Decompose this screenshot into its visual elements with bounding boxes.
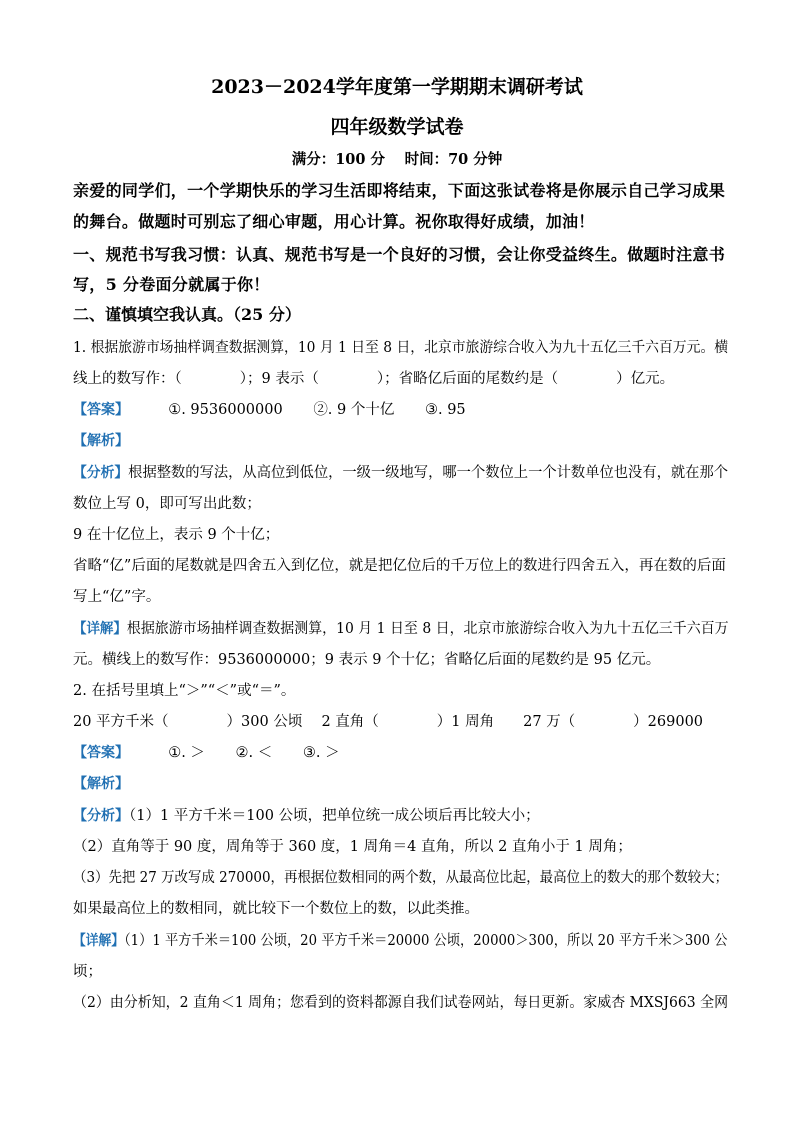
page-subtitle: 四年级数学试卷 [330, 116, 464, 138]
answer-tag: 【答案】 [73, 402, 129, 418]
intro-line-1: 亲爱的同学们，一个学期快乐的学习生活即将结束，下面这张试卷将是你展示自己学习成果 [73, 181, 726, 200]
q2-detail-1 [73, 931, 728, 951]
q1-fenxi-4: 省略“亿”后面的尾数就是四舍五入到亿位，就是把亿位后的千万位上的数进行四舍五入，再在数的后面 [73, 558, 726, 574]
q2-detail-text-1: （1）1 平方千米＝100 公顷，20 平方千米＝20000 公顷，20000＞300，所以 20 平方千米＞300 公 [124, 933, 728, 949]
detail-tag: 【详解】 [73, 621, 127, 637]
q1-analysis-row [73, 431, 728, 451]
intro-line-2: 的舞台。做题时可别忘了细心审题，用心计算。祝你取得好成绩，加油！ [73, 212, 595, 231]
q1-detail-2: 元。横线上的数写作：9536000000；9 表示 9 个十亿；省略亿后面的尾数约是 95 亿元。 [73, 652, 661, 668]
page-title: 2023－2024学年度第一学期期末调研考试 [211, 76, 583, 98]
fenxi-tag: 【分析】 [73, 808, 129, 824]
section1-line-1: 一、规范书写我习惯：认真、规范书写是一个良好的习惯，会让你受益终生。做题时注意书 [73, 245, 726, 264]
q1-detail-text-1: 根据旅游市场抽样调查数据测算，10 月 1 日至 8 日，北京市旅游综合收入为九十五亿三千六百万 [126, 621, 729, 637]
q2-answer-2: ②. ＜ [235, 745, 273, 761]
exam-meta: 满分：100 分 时间：70 分钟 [291, 151, 503, 168]
q1-fenxi-5: 写上“亿”字。 [73, 589, 161, 605]
q1-text-2: 线上的数写作：（ ）；9 表示（ ）；省略亿后面的尾数约是（ ）亿元。 [73, 371, 675, 387]
q2-fenxi-3: （3）先把 27 万改写成 270000，再根据位数相同的两个数，从最高位比起，最高位上的数大的那个数较大； [73, 870, 729, 886]
q1-answer-row [73, 400, 728, 420]
q1-fenxi-text-1: 根据整数的写法，从高位到低位，一级一级地写，哪一个数位上一个计数单位也没有，就在那个 [128, 465, 729, 481]
q2-detail-2: 顷； [73, 964, 102, 980]
q1-answer-2: ②. 9 个十亿 [313, 402, 395, 418]
q2-answer-row [73, 743, 728, 763]
answer-tag: 【答案】 [73, 745, 129, 761]
q1-fenxi-2: 数位上写 0，即可写出此数； [73, 496, 261, 512]
analysis-tag: 【解析】 [73, 776, 129, 792]
q2-answer-3: ③. ＞ [302, 745, 340, 761]
q2-analysis-row [73, 774, 728, 794]
q1-answer-1: ①. 9536000000 [168, 402, 283, 418]
section2-heading: 二、谨慎填空我认真。（25 分） [73, 305, 301, 324]
q2-fenxi-text-1: （1）1 平方千米＝100 公顷，把单位统一成公顷后再比较大小； [129, 808, 540, 824]
q2-fenxi-2: （2）直角等于 90 度，周角等于 360 度，1 周角＝4 直角，所以 2 直角小于 1 周角； [73, 839, 632, 855]
q1-fenxi-3: 9 在十亿位上，表示 9 个十亿； [73, 527, 280, 543]
q1-detail-1 [73, 619, 729, 639]
q2-answer-1: ①. ＞ [168, 745, 205, 761]
q1-answer-3: ③. 95 [424, 402, 466, 418]
analysis-tag: 【解析】 [73, 433, 129, 449]
q2-text-1: 2. 在括号里填上“＞”“＜”或“＝”。 [73, 683, 296, 699]
q2-fenxi-1 [73, 806, 728, 826]
q1-fenxi-1 [73, 463, 729, 483]
q2-detail-3: （2）由分析知，2 直角＜1 周角；您看到的资料都源自我们试卷网站，每日更新。家威杏 MXSJ663 全网 [73, 995, 729, 1011]
q2-fenxi-4: 如果最高位上的数相同，就比较下一个数位上的数，以此类推。 [73, 901, 479, 917]
q1-text-1: 1. 根据旅游市场抽样调查数据测算，10 月 1 日至 8 日，北京市旅游综合收入为九十五亿三千六百万元。横 [73, 340, 729, 356]
q2-text-2: 20 平方千米（ ）300 公顷 2 直角（ ）1 周角 27 万（ ）269000 [73, 714, 704, 730]
section1-line-2: 写，5 分卷面分就属于你！ [73, 275, 270, 294]
detail-tag: 【详解】 [73, 933, 125, 949]
fenxi-tag: 【分析】 [73, 465, 129, 481]
